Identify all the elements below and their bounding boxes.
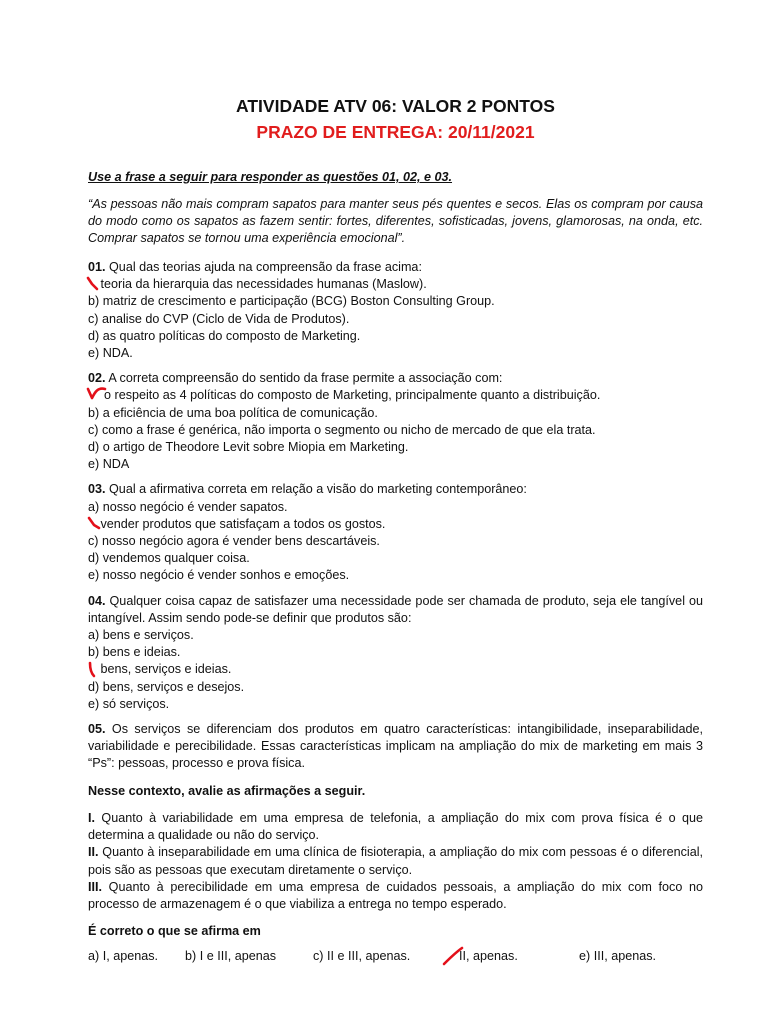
statement-ii: II. Quanto à inseparabilidade em uma clínica de fisioterapia, a ampliação do mix com pessoas é o diferencial, pois são as pessoas que executam diretamente o serviço.	[88, 845, 703, 877]
option-b: b) a eficiência de uma boa política de comunicação.	[88, 405, 378, 420]
option-e: e) só serviços.	[88, 696, 170, 711]
option-c: bens, serviços e ideias.	[88, 661, 703, 678]
option-a: a) nosso negócio é vender sapatos.	[88, 499, 288, 514]
option-e: e) nosso negócio é vender sonhos e emoções.	[88, 568, 350, 583]
question-03	[88, 481, 703, 584]
option-b: b) bens e ideias.	[88, 645, 181, 660]
option-d: d) bens, serviços e desejos.	[88, 679, 245, 694]
option-a: o respeito as 4 políticas do composto de Marketing, principalmente quanto a distribuição.	[88, 387, 703, 404]
option-c: c) analise do CVP (Ciclo de Vida de Produtos).	[88, 311, 350, 326]
option-e: e) NDA	[88, 457, 130, 472]
option-a: a) bens e serviços.	[88, 628, 194, 643]
question-02	[88, 370, 703, 473]
answer-a: a) I, apenas.	[88, 949, 159, 964]
instruction-text: Use a frase a seguir para responder as questões 01, 02, e 03.	[88, 170, 453, 184]
question-text: A correta compreensão do sentido da frase permite a associação com:	[105, 371, 503, 386]
option-a: teoria da hierarquia das necessidades humanas (Maslow).	[88, 276, 703, 293]
answer-options	[88, 948, 703, 965]
question-number: 02.	[88, 371, 106, 386]
activity-page	[88, 95, 703, 973]
answer-prompt: É correto o que se afirma em	[88, 924, 261, 939]
option-d: d) as quatro políticas do composto de Marketing.	[88, 328, 361, 343]
option-d: d) vendemos qualquer coisa.	[88, 551, 250, 566]
question-04	[88, 593, 703, 713]
question-number: 01.	[88, 260, 106, 274]
option-e: e) NDA.	[88, 346, 133, 361]
page-title: ATIVIDADE ATV 06: VALOR 2 PONTOS	[236, 96, 555, 116]
question-text: Qual das teorias ajuda na compreensão da frase acima:	[105, 260, 422, 274]
answer-e: e) III, apenas.	[579, 949, 657, 964]
quote-text: “As pessoas não mais compram sapatos para manter seus pés quentes e secos. Elas os compram por causa do modo como os sapatos as fazem sentir: fortes, diferentes, sofisticadas, jovens, glamorosas, na onda, etc. Comprar sapatos se tornou uma experiência emocional”.	[88, 197, 703, 245]
answer-d: II, apenas.	[443, 948, 579, 965]
question-01	[88, 259, 703, 362]
option-c: c) como a frase é genérica, não importa o segmento ou nicho de mercado de que ela trata.	[88, 422, 596, 437]
question-05	[88, 721, 703, 965]
statement-iii: III. Quanto à perecibilidade em uma empresa de cuidados pessoais, a ampliação do mix com foco no processo de armazenagem é o que viabiliza a entrega no tempo esperado.	[88, 879, 703, 911]
option-d: d) o artigo de Theodore Levit sobre Miopia em Marketing.	[88, 440, 409, 455]
question-text: Qual a afirmativa correta em relação a visão do marketing contemporâneo:	[105, 482, 527, 497]
question-number: 04.	[88, 593, 106, 608]
question-number: 03.	[88, 482, 106, 497]
statement-i: I. Quanto à variabilidade em uma empresa de telefonia, a ampliação do mix com prova física é o que determina a qualidade ou não do serviço.	[88, 810, 703, 843]
answer-b: b) I e III, apenas	[185, 949, 277, 964]
option-b: vender produtos que satisfaçam a todos os gostos.	[88, 516, 703, 533]
question-number: 05.	[88, 722, 106, 737]
deadline-heading: PRAZO DE ENTREGA: 20/11/2021	[256, 122, 535, 142]
question-text: Qualquer coisa capaz de satisfazer uma necessidade pode ser chamada de produto, seja ele tangível ou intangível. Assim sendo pode-se definir que produtos são:	[88, 593, 703, 625]
option-b: b) matriz de crescimento e participação (BCG) Boston Consulting Group.	[88, 294, 495, 309]
option-c: c) nosso negócio agora é vender bens descartáveis.	[88, 534, 380, 549]
context-heading: Nesse contexto, avalie as afirmações a seguir.	[88, 783, 366, 798]
question-text: Os serviços se diferenciam dos produtos em quatro características: intangibilidade, inseparabilidade, variabilidade e perecibilidade. Essas características implicam na ampliação do mix de marketing em mais 3 “Ps”: pessoas, processo e prova física.	[88, 722, 703, 771]
answer-c: c) II e III, apenas.	[313, 949, 411, 964]
